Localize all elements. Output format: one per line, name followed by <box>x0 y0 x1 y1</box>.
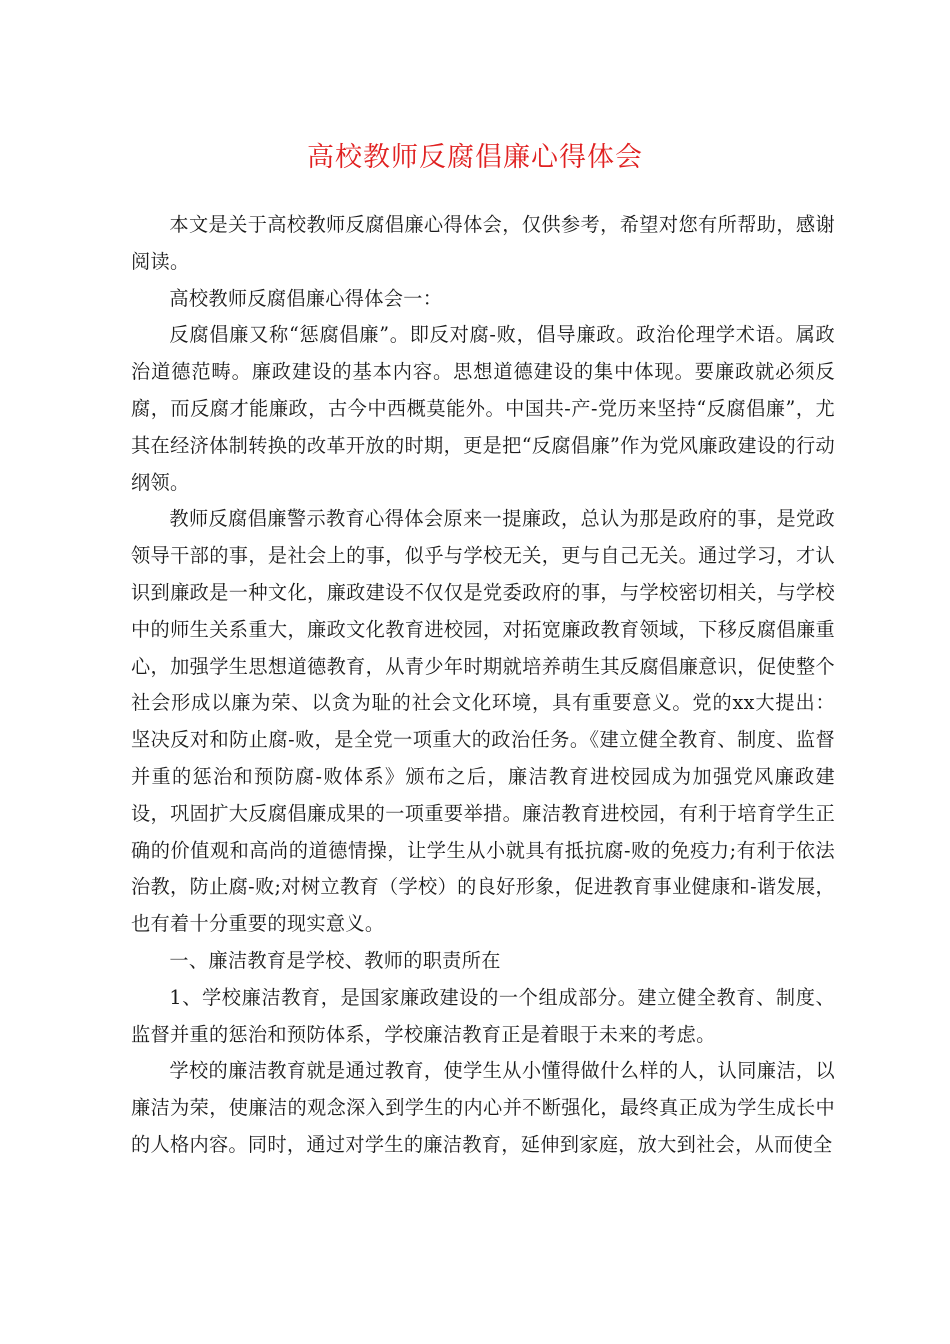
paragraph-section-heading: 高校教师反腐倡廉心得体会一： <box>169 286 443 310</box>
paragraph-heading-one: 一、廉洁教育是学校、教师的职责所在 <box>169 948 501 972</box>
paragraph-school-education: 学校的廉洁教育就是通过教育，使学生从小懂得做什么样的人，认同廉洁，以廉洁为荣，使廉洁的观念深入到学生的内心并不断强化，最终真正成为学生成长中的人格内容。同时，通过对学生的廉洁教育，延伸到家庭，放大到社会，从而使全 <box>131 1059 835 1156</box>
paragraph-item-one: 1、学校廉洁教育，是国家廉政建设的一个组成部分。建立健全教育、制度、监督并重的惩治和预防体系，学校廉洁教育正是着眼于未来的考虑。 <box>131 985 835 1046</box>
document-title: 高校教师反腐倡廉心得体会 <box>307 142 643 173</box>
paragraph-intro: 本文是关于高校教师反腐倡廉心得体会，仅供参考，希望对您有所帮助，感谢阅读。 <box>131 213 835 273</box>
paragraph-definition: 反腐倡廉又称“惩腐倡廉”。即反对腐-败，倡导廉政。政治伦理学术语。属政治道德范畴。廉政建设的基本内容。思想道德建设的集中体现。要廉政就必须反腐，而反腐才能廉政，古今中西概莫能外。中国共-产-党历来坚持“反腐倡廉”，尤其在经济体制转换的改革开放的时期，更是把“反腐倡廉”作为党风廉政建设的行动纲领。 <box>131 323 835 494</box>
paragraph-warning-education: 教师反腐倡廉警示教育心得体会原来一提廉政，总认为那是政府的事，是党政领导干部的事，是社会上的事，似乎与学校无关，更与自己无关。通过学习，才认识到廉政是一种文化，廉政建设不仅仅是党委政府的事，与学校密切相关，与学校中的师生关系重大，廉政文化教育进校园，对拓宽廉政教育领域，下移反腐倡廉重心，加强学生思想道德教育，从青少年时期就培养萌生其反腐倡廉意识，促使整个社会形成以廉为荣、以贪为耻的社会文化环境，具有重要意义。党的xx大提出：坚决反对和防止腐-败，是全党一项重大的政治任务。《建立健全教育、制度、监督并重的惩治和预防腐-败体系》颁布之后，廉洁教育进校园成为加强党风廉政建设，巩固扩大反腐倡廉成果的一项重要举措。廉洁教育进校园，有利于培育学生正确的价值观和高尚的道德情操，让学生从小就具有抵抗腐-败的免疫力;有利于依法治教，防止腐-败;对树立教育（学校）的良好形象，促进教育事业健康和-谐发展，也有着十分重要的现实意义。 <box>131 507 835 936</box>
document-body <box>131 207 835 1164</box>
